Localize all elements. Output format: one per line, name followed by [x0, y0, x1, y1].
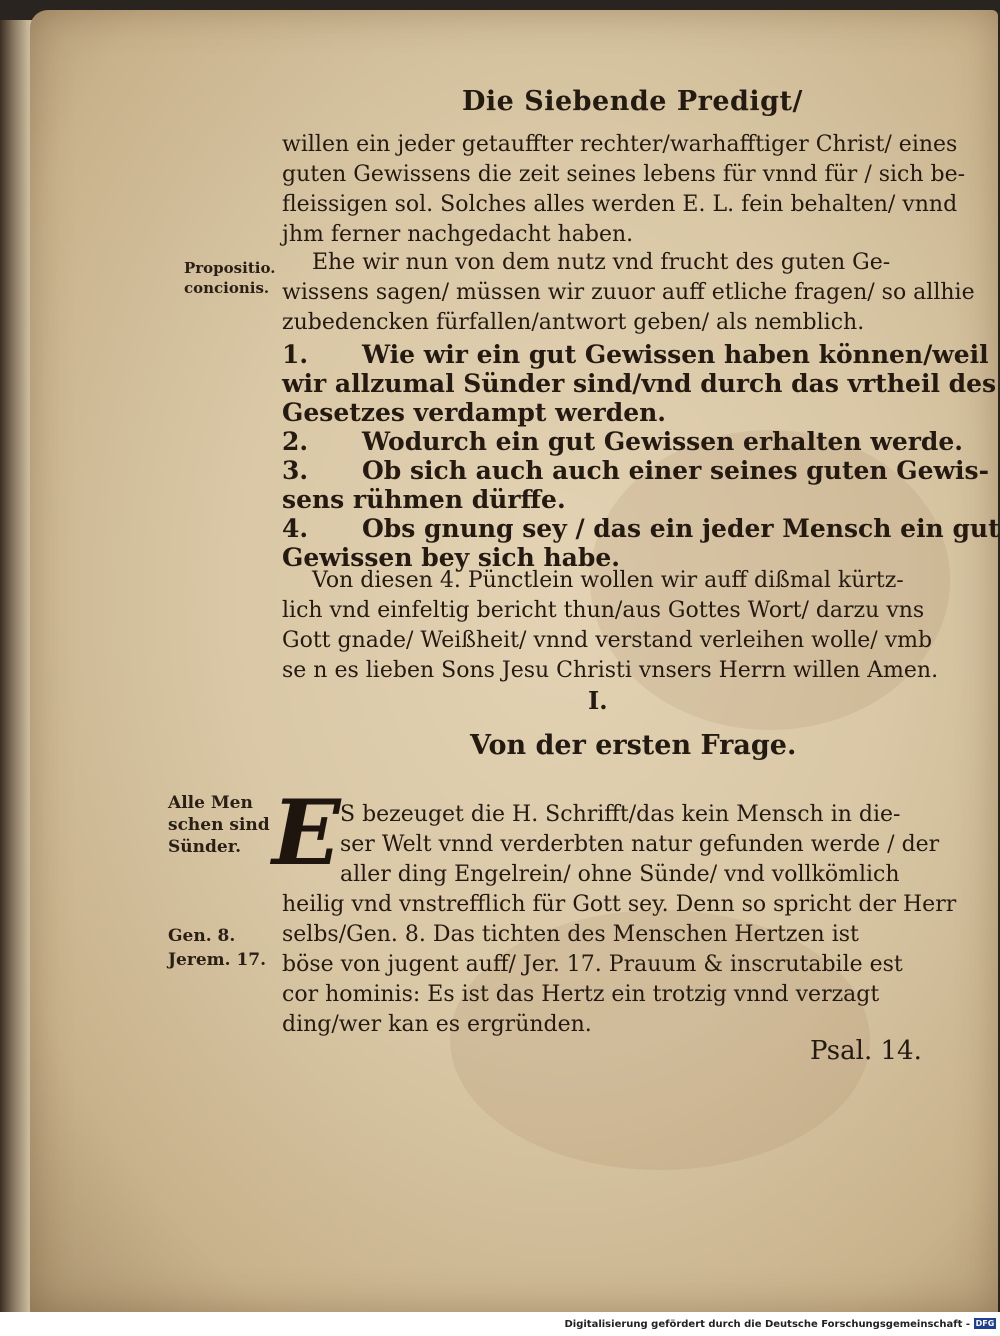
- text-line: böse von jugent auff/ Jer. 17. Prauum & inscrutabile est: [282, 952, 903, 977]
- text-line: S bezeuget die H. Schrifft/das kein Mensch in die-: [340, 802, 901, 827]
- margin-note-line: Jerem. 17.: [168, 950, 267, 970]
- text-line: aller ding Engelrein/ ohne Sünde/ vnd vollkömlich: [340, 862, 900, 887]
- text-line: Von diesen 4. Pünctlein wollen wir auff dißmal kürtz-: [312, 568, 904, 593]
- text-line: heilig vnd vnstrefflich für Gott sey. Denn so spricht der Herr: [282, 892, 957, 917]
- text-line: lich vnd einfeltig bericht thun/aus Gottes Wort/ darzu vns: [282, 598, 925, 623]
- intro-paragraph: [282, 130, 966, 250]
- question-2: [282, 427, 964, 456]
- footer-credit: Digitalisierung gefördert durch die Deutsche Forschungsgemeinschaft -: [564, 1319, 970, 1330]
- text-line: wir allzumal Sünder sind/vnd durch das vrtheil des: [282, 369, 997, 398]
- footer-bar: [0, 1312, 1000, 1335]
- text-line: zubedencken fürfallen/antwort geben/ als nemblich.: [282, 310, 865, 335]
- section-number: I.: [588, 686, 608, 715]
- dfg-logo: DFG: [975, 1319, 995, 1328]
- section-title: Von der ersten Frage.: [470, 730, 797, 761]
- question-3: [282, 456, 990, 485]
- question-text: Obs gnung sey / das ein jeder Mensch ein gut: [362, 514, 1000, 543]
- text-line: jhm ferner nachgedacht haben.: [282, 222, 634, 247]
- text-line: guten Gewissens die zeit seines lebens für vnnd für / sich be-: [282, 162, 966, 187]
- closing-paragraph: [282, 566, 939, 686]
- question-text: Wodurch ein gut Gewissen erhalten werde.: [362, 427, 964, 456]
- text-line: ser Welt vnnd verderbten natur gefunden werde / der: [340, 832, 940, 857]
- text-line: sens rühmen dürffe.: [282, 485, 566, 514]
- text-line: willen ein jeder getauffter rechter/warhafftiger Christ/ eines: [282, 132, 958, 157]
- text-line: fleissigen sol. Solches alles werden E. L. fein behalten/ vnnd: [282, 192, 958, 217]
- question-number: 3.: [282, 456, 309, 485]
- text-line: se n es lieben Sons Jesu Christi vnsers Herrn willen Amen.: [282, 658, 939, 683]
- margin-note-line: Gen. 8.: [168, 926, 236, 946]
- catchword: Psal. 14.: [810, 1036, 922, 1066]
- question-number: 2.: [282, 427, 309, 456]
- text-line: wissens sagen/ müssen wir zuuor auff etliche fragen/ so allhie: [282, 280, 975, 305]
- margin-note-line: Propositio.: [184, 259, 276, 277]
- questions-list: [282, 340, 1000, 572]
- margin-note-line: concionis.: [184, 279, 270, 297]
- text-line: cor hominis: Es ist das Hertz ein trotzig vnnd verzagt: [282, 982, 880, 1007]
- question-1: [282, 340, 989, 369]
- section-paragraph: [282, 800, 957, 1040]
- text-line: Gewissen bey sich habe.: [282, 543, 620, 572]
- margin-note-refs: [168, 924, 266, 972]
- running-head: Die Siebende Predigt/: [462, 86, 803, 117]
- margin-note-alle: [168, 792, 270, 858]
- margin-note-line: Sünder.: [168, 837, 242, 857]
- dropcap-letter: E: [272, 780, 341, 886]
- propositio-paragraph: [282, 248, 975, 338]
- text-line: Gott gnade/ Weißheit/ vnnd verstand verleihen wolle/ vmb: [282, 628, 933, 653]
- text-line: Ehe wir nun von dem nutz vnd frucht des guten Ge-: [312, 250, 891, 275]
- margin-note-line: schen sind: [168, 815, 270, 835]
- question-number: 4.: [282, 514, 309, 543]
- text-line: ding/wer kan es ergründen.: [282, 1012, 592, 1037]
- question-text: Ob sich auch auch einer seines guten Gewis-: [362, 456, 990, 485]
- margin-note-propositio: [184, 258, 275, 298]
- question-number: 1.: [282, 340, 309, 369]
- text-line: selbs/Gen. 8. Das tichten des Menschen Hertzen ist: [282, 922, 859, 947]
- text-line: Gesetzes verdampt werden.: [282, 398, 666, 427]
- margin-note-line: Alle Men: [168, 793, 253, 813]
- question-text: Wie wir ein gut Gewissen haben können/weil: [362, 340, 989, 369]
- question-4: [282, 514, 1000, 543]
